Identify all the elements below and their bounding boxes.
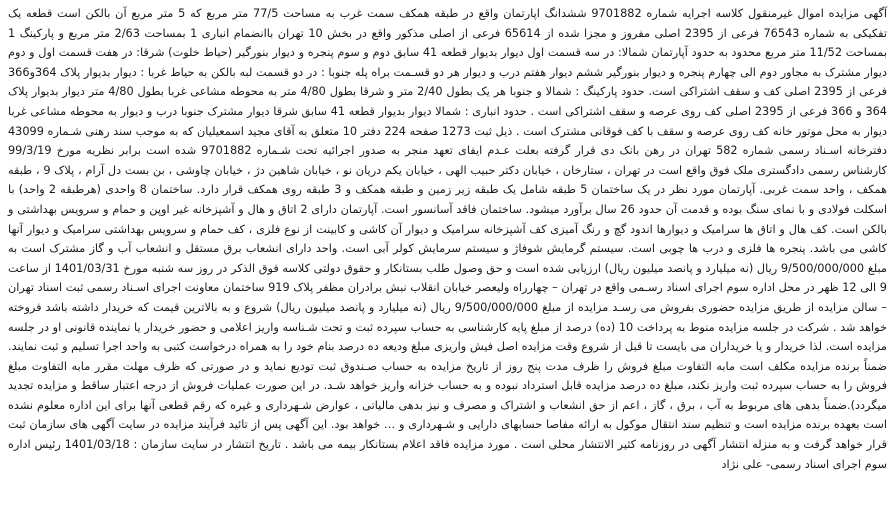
auction-notice-text: آگهی مزایده اموال غیرمنقول کلاسه اجرایه شماره 9701882 ششدانگ اپارتمان واقع در طبقه همکف سمت غرب به مساحت 77/5 متر مربع که 5 متر مربع آن بالکن است قطعه یک تفکیکی به شماره 76543 فرعی از 2395 اصلی مفروز و مجزا شده از 65614 فرعی از اصلی مذکور واقع در بخش 10 تهران باانضمام انباری 1 بمساحت 2/63 متر مربع و پارکینگ 1 بمساحت 11/52 متر مربع محدود به حدود آپارتمان شمالا: در سه قسمت اول دیوار بدیوار قطعه 41 سابق دوم و سوم پنجره و دیوار بنورگیر (حیاط خلوت) شرقا: در هفت قسمت اول و دوم دیوار مشترک به مجاور دوم الی چهارم پنجره و دیوار بنورگیر ششم دیوار هفتم درب و دیوار هر دو قسـمت براه پله جنوبا : در دو قسمت لبه بالکن به حیاط غربا : دیوار بدیوار پلاک 364و366 فرعی از 2395 اصلی کف و سقف اشتراکی است. حدود پارکینگ : شمالا و جنوبا هر یک بطول 2/40 متر و شرقا بطول 4/80 متر به محوطه مشاعی غربا بطول 4/80 متر دیوار بدیوار پلاک 364 و 366 فرعی از 2395 اصلی کف روی عرصه و سقف اشتراکی است . حدود انباری : شمالا دیوار بدیوار قطعه 41 سابق شرقا دیوار مشترک جنوبا درب و دیوار به محوطه مشاعی غربا دیوار به محل موتور خانه کف روی عرصه و سقف با کف فوقانی مشترک است . ذیل ثبت 1273 صفحه 224 دفتر 10 متعلق به آقای مجید اسمعیلیان که به موجب سند رهنی شـماره 43099 دفترخانه اسـناد رسمی شماره 582 تهران در رهن بانک دی قرار گرفته بعلت عـدم ایفای تعهد منجر به صدور اجرائیه تحت شـماره 9701882 شده است برابر نظریه مورخ 99/3/19 کارشناس رسمی دادگستری ملک فوق واقع است در تهران ، ستارخان ، خیابان دکتر حبیب الهی ، خیابان یکم دریان نو ، خیابان شاهین دژ ، خیابان چاوشی ، بن بست دل آرام ، پلاک 9 ، طبقه همکف ، واحد سمت غربی. آپارتمان مورد نظر در یک ساختمان 5 طبقه شامل یک طبقه زیر زمین و طبقه همکف و 3 طبقه روی همکف قرار دارد. ساختمان 8 واحدی (هرطبقه 2 واحد) با اسکلت فولادی و با نمای سنگ بوده و قدمت آن حدود 26 سال برآورد میشود. ساختمان فاقد آسانسور است. آپارتمان دارای 2 اتاق و هال و آشپزخانه غیر اوپن و حمام و سرویس بهداشتی و بالکن است. کف هال و اتاق ها سرامیک و دیوارها اندود گچ و رنگ آمیزی کف آشپزخانه سرامیک و دیوار آن کاشی و کابینت از نوع فلزی ، کف حمام و سرویس بهداشتی سرامیک و دیوار آنها کاشی می باشد. پنجره ها فلزی و درب ها چوبی است. سیستم گرمایش شوفاژ و سیستم سرمایش کولر آبی است. واحد دارای انشعاب برق مستقل و انشعاب آب و گاز مشترک است به مبلغ 9/500/000/000 ریال (نه میلیارد و پانصد میلیون ریال) ارزیابی شده است و حق وصول طلب بستانکار و حقوق دولتی کلاسه فوق الذکر در روز سه شنبه مورخ 1401/03/31 از ساعت 9 الی 12 ظهر در محل اداره سوم اجرای اسناد رسـمی واقع در تهران – چهارراه ولیعصر خیابان انقلاب نبش برادران مظفر پلاک 919 ساختمان معاونت اجرای اسـناد رسمی ثبت اسناد تهران – سالن مزایده از طریق مزایده حضوری بفروش می رسـد مزایده از مبلغ 9/500/000/000 ریال (نه میلیارد و پانصد میلیون ریال) شروع و به بالاترین قیمت که خریدار داشته باشد فروخته خواهد شد . شرکت در جلسه مزایده منوط به پرداخت 10 (ده) درصد از مبلغ پایه کارشناسی به حساب سپرده ثبت و تحت شـناسه واریز اعلامی و حضور خریدار یا نماینده قانونی او در جلسه مزایده است. لذا خریدار و یا خریداران می بایست تا قبل از شروع وقت مزایده اصل فیش واریزی مبلغ ودیعه ده درصد بنام خود را به همراه درخواست کتبی به واحد اجرا تسلیم و ثبت نمایند. ضمناً برنده مزایده مکلف است مابه التفاوت مبلغ فروش را ظرف مدت پنج روز از تاریخ مزایده به حساب صـندوق ثبت تودیع نماید و در صورتی که ظرف مهلت مقرر مابه التفاوت مبلغ فروش را به حساب سپرده ثبت واریز نکند، مبلغ ده درصد مزایده قابل استرداد نبوده و به حساب خزانه واریز خواهد شـد. در این صورت عملیات فروش از درجه اعتبار ساقط و مزایده تجدید میگردد).ضمناً بدهی های مربوط به آب ، برق ، گاز ، اعم از حق انشعاب و اشتراک و مصرف و نیز بدهی مالیاتی ، عوارض شـهرداری و غیره که رقم قطعی آنها برای این اداره معلوم نشده است بعهده برنده مزایده است و تنظیم سند انتقال موکول به ارائه مفاصا حسابهای دارایی و شـهرداری و … خواهد بود. این آگهی پس از تائید فرآیند مزایده در سایت آگهی های سازمان ثبت قرار خواهد گرفت و به منزله انتشار آگهی در روزنامه کثیر الانتشار محلی است . مورد مزایده فاقد اعلام بستانکار بیمه می باشد . تاریخ انتشار در سایت سازمان : 1401/03/18 رئیس اداره سوم اجرای اسناد رسمی- علی نژاد [8, 7, 888, 471]
